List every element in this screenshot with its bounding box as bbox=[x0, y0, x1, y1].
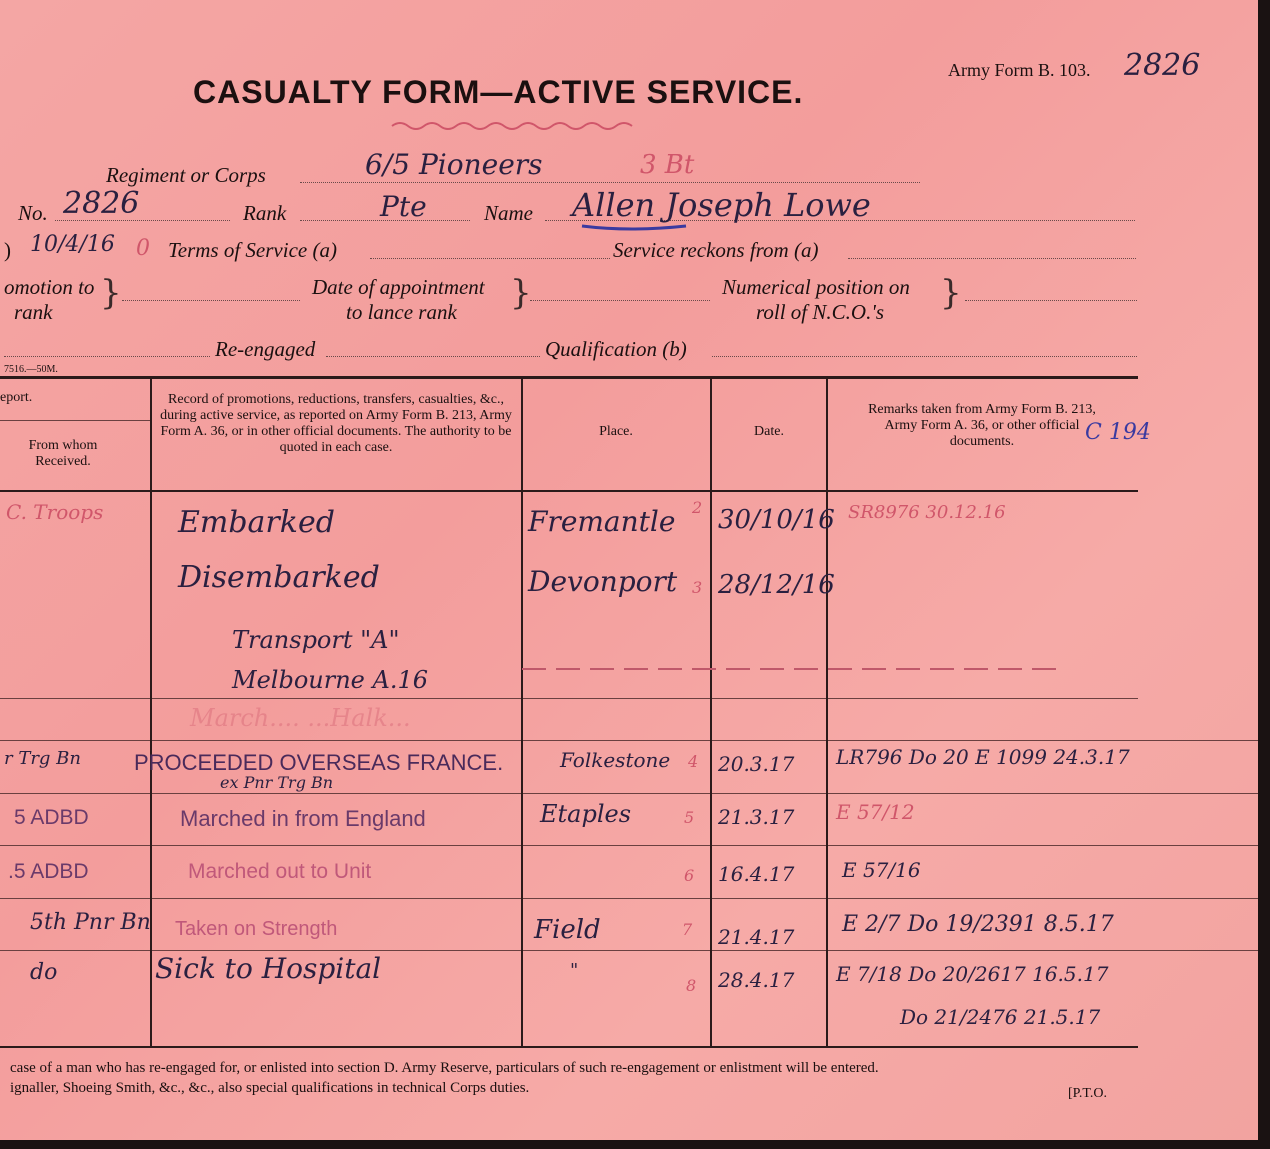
row9-remarks: E 7/18 Do 20/2617 16.5.17 bbox=[836, 962, 1109, 986]
footnote-2: ignaller, Shoeing Smith, &c., &c., also special qualifications in technical Corps duties. bbox=[10, 1080, 530, 1096]
table-header-bottom bbox=[0, 490, 1138, 492]
row7-num: 6 bbox=[684, 866, 695, 885]
col-divider-1 bbox=[150, 376, 152, 1046]
row6-num: 5 bbox=[684, 808, 695, 827]
regiment-label: Regiment or Corps bbox=[106, 163, 266, 187]
header-report: eport. bbox=[0, 390, 33, 405]
regiment-note: 3 Bt bbox=[640, 150, 695, 180]
row2-date: 28/12/16 bbox=[718, 570, 835, 600]
regiment-dots bbox=[300, 182, 920, 183]
row6-remarks: E 57/12 bbox=[836, 800, 915, 824]
row7-date: 16.4.17 bbox=[718, 862, 795, 886]
row-line-2 bbox=[0, 740, 1258, 741]
army-form-number: 2826 bbox=[1124, 48, 1201, 83]
appointment-label-2: to lance rank bbox=[346, 300, 457, 324]
row1-date: 30/10/16 bbox=[718, 505, 835, 535]
brace-1: } bbox=[100, 273, 122, 313]
reengaged-dots bbox=[326, 356, 540, 357]
ncos-label-1: Numerical position on bbox=[722, 275, 910, 299]
row8-remarks: E 2/7 Do 19/2391 8.5.17 bbox=[842, 912, 1114, 937]
row9-place: " bbox=[570, 960, 579, 981]
row8-place: Field bbox=[534, 915, 601, 945]
row8-date: 21.4.17 bbox=[718, 925, 795, 949]
name-label: Name bbox=[484, 201, 533, 225]
row3-paren: ) bbox=[4, 238, 11, 262]
row9-date: 28.4.17 bbox=[718, 968, 795, 992]
blue-underline bbox=[580, 220, 690, 234]
row7-from: .5 ADBD bbox=[8, 860, 89, 883]
service-reckons-label: Service reckons from (a) bbox=[613, 238, 819, 262]
row4-record: March.... ...Halk... bbox=[190, 704, 411, 732]
row6-date: 21.3.17 bbox=[718, 805, 795, 829]
brace-3: } bbox=[940, 273, 962, 313]
row5-from: r Trg Bn bbox=[4, 748, 82, 769]
print-code: 7516.—50M. bbox=[4, 364, 58, 375]
appointment-label-1: Date of appointment bbox=[312, 275, 485, 299]
row1-from: C. Troops bbox=[6, 500, 104, 524]
brace-2: } bbox=[510, 273, 532, 313]
row7-remarks: E 57/16 bbox=[842, 858, 921, 882]
row-line-4 bbox=[0, 845, 1258, 846]
rank-label: Rank bbox=[243, 201, 287, 225]
name-value: Allen Joseph Lowe bbox=[572, 186, 871, 224]
col-divider-2 bbox=[521, 376, 523, 1046]
row9-from: do bbox=[30, 960, 58, 985]
row-line-3 bbox=[0, 793, 1258, 794]
row9-num: 8 bbox=[686, 976, 697, 995]
row9-record: Sick to Hospital bbox=[155, 952, 382, 985]
row-line-6 bbox=[0, 950, 1258, 951]
reengaged-dots-left bbox=[4, 356, 210, 357]
row7-record: Marched out to Unit bbox=[188, 860, 372, 883]
terms-dots bbox=[370, 258, 610, 259]
army-form-label: Army Form B. 103. bbox=[948, 60, 1091, 80]
row1-place: Fremantle bbox=[528, 505, 676, 538]
row8-from: 5th Pnr Bn bbox=[30, 910, 151, 935]
ncos-dots bbox=[965, 300, 1137, 301]
header-date: Date. bbox=[754, 424, 784, 439]
row8-num: 7 bbox=[682, 920, 693, 939]
row5-record-sub: ex Pnr Trg Bn bbox=[220, 773, 334, 792]
header-record: Record of promotions, reductions, transfers, casualties, &c., during active service, as reported on Army Form B. 213, Army Form A. 36, or in other official documents. The authority to be quoted in each case. bbox=[160, 392, 512, 455]
red-dashed-line bbox=[522, 668, 1062, 670]
row1-record: Embarked bbox=[178, 505, 335, 540]
qualification-dots bbox=[712, 356, 1137, 357]
terms-label: Terms of Service (a) bbox=[168, 238, 337, 262]
row6-place: Etaples bbox=[540, 800, 632, 828]
row2-place: Devonport bbox=[528, 565, 678, 598]
appointment-dots bbox=[530, 300, 710, 301]
row10-remarks: Do 21/2476 21.5.17 bbox=[900, 1005, 1101, 1029]
row6-from: 5 ADBD bbox=[14, 806, 89, 829]
header-remarks: Remarks taken from Army Form B. 213, Army Form A. 36, or other official documents. bbox=[868, 402, 1096, 449]
promotion-label-2: rank bbox=[14, 300, 53, 324]
regiment-value: 6/5 Pioneers bbox=[365, 148, 543, 181]
row-line-5 bbox=[0, 898, 1258, 899]
form-title: CASUALTY FORM—ACTIVE SERVICE. bbox=[193, 74, 804, 110]
header-place: Place. bbox=[599, 424, 633, 439]
row1-remarks: SR8976 30.12.16 bbox=[848, 502, 1006, 523]
ncos-label-2: roll of N.C.O.'s bbox=[756, 300, 884, 324]
no-value: 2826 bbox=[63, 186, 140, 221]
row2-record: Disembarked bbox=[178, 560, 380, 595]
row5-place: Folkestone bbox=[560, 748, 671, 772]
reengaged-label: Re-engaged bbox=[215, 337, 316, 361]
table-bottom-line bbox=[0, 1046, 1138, 1048]
header-remarks-note: C 194 bbox=[1085, 420, 1151, 445]
header-from-whom: From whom Received. bbox=[28, 438, 98, 469]
no-label: No. bbox=[18, 201, 48, 225]
row5-num: 4 bbox=[688, 752, 699, 771]
red-squiggle-underline bbox=[390, 118, 640, 134]
row5-date: 20.3.17 bbox=[718, 752, 795, 776]
date-value: 10/4/16 bbox=[30, 232, 115, 257]
pto-label: [P.T.O. bbox=[1068, 1086, 1108, 1101]
row8-record: Taken on Strength bbox=[175, 918, 338, 940]
reckons-dots bbox=[848, 258, 1136, 259]
footnote-1: case of a man who has re-engaged for, or enlisted into section D. Army Reserve, particulars of such re-engagement or enlistment will be entered. bbox=[10, 1060, 879, 1076]
row1-num: 2 bbox=[692, 498, 703, 517]
rank-value: Pte bbox=[380, 190, 427, 223]
col-divider-3 bbox=[710, 376, 712, 1046]
table-top-line bbox=[0, 376, 1138, 379]
row5-record: PROCEEDED OVERSEAS FRANCE. bbox=[134, 750, 504, 775]
promotion-label-1: omotion to bbox=[4, 275, 95, 299]
col-divider-4 bbox=[826, 376, 828, 1046]
promotion-dots bbox=[122, 300, 300, 301]
row6-record: Marched in from England bbox=[180, 806, 426, 831]
row3-record: Transport "A" Melbourne A.16 bbox=[232, 626, 428, 694]
row2-num: 3 bbox=[692, 578, 703, 597]
qualification-label: Qualification (b) bbox=[545, 337, 687, 361]
report-sub-line bbox=[0, 420, 150, 421]
row5-remarks: LR796 Do 20 E 1099 24.3.17 bbox=[836, 745, 1130, 769]
date-mark: 0 bbox=[136, 236, 150, 261]
row-line-1 bbox=[0, 698, 1138, 699]
